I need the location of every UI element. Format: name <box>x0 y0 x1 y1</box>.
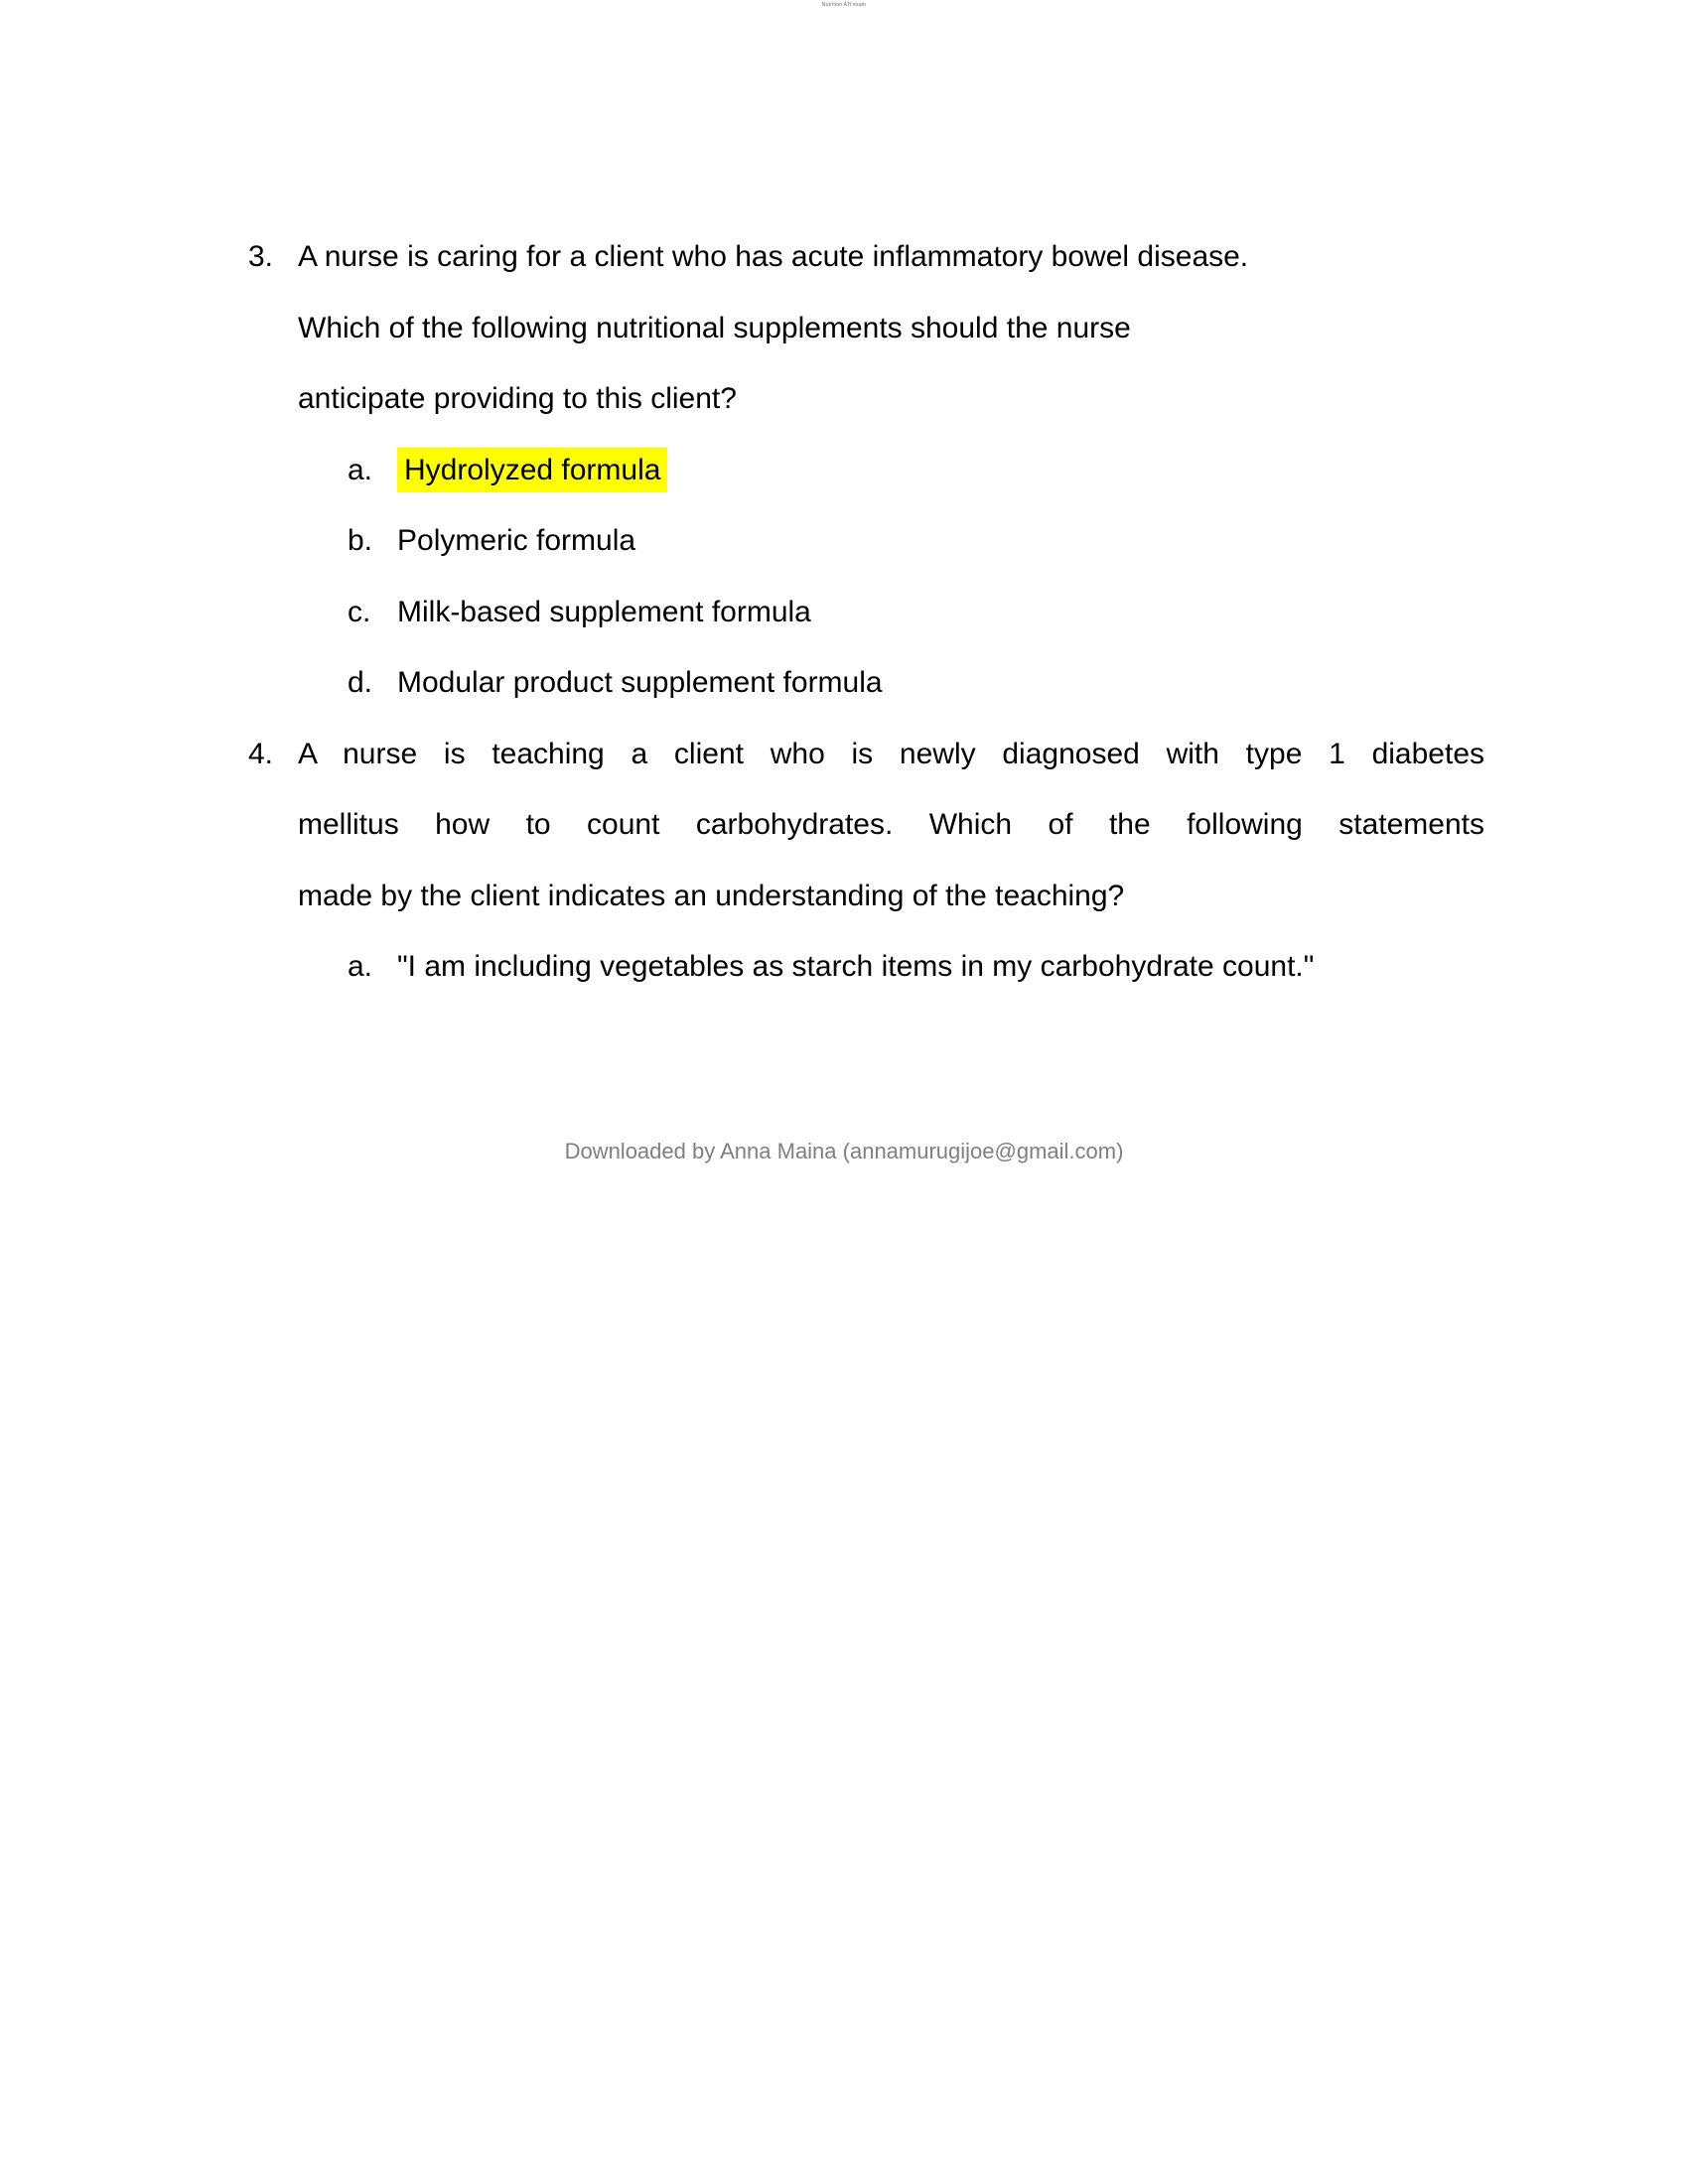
question-3-text-line-1: A nurse is caring for a client who has acute inflammatory bowel disease. <box>298 240 1249 273</box>
question-3-text-line-2: Which of the following nutritional supplements should the nurse <box>298 311 1131 344</box>
question-4-option-a-letter: a. <box>348 950 373 983</box>
question-3-line-1 <box>248 221 1484 293</box>
question-4-text-line-2: mellitus how to count carbohydrates. Which of the following statements <box>298 808 1484 841</box>
question-4-option-a-text: "I am including vegetables as starch items in my carbohydrate count." <box>397 950 1315 983</box>
question-3-option-a-answer-highlight: Hydrolyzed formula <box>397 448 667 492</box>
question-3-option-d-letter: d. <box>348 666 373 699</box>
downloaded-by-footer: Downloaded by Anna Maina (annamurugijoe@gmail.com) <box>564 1139 1124 1163</box>
question-3-option-c-text: Milk-based supplement formula <box>397 595 811 628</box>
question-4-line-1 <box>248 719 1484 790</box>
document-title-watermark: Nutrition ATI exam <box>821 2 867 8</box>
question-3-line-2 <box>248 293 1484 364</box>
question-3-option-a-letter: a. <box>348 453 373 486</box>
question-4-number: 4. <box>248 737 274 770</box>
question-3-option-d <box>248 647 1484 719</box>
question-3-number: 3. <box>248 240 274 273</box>
question-4-text-line-1: A nurse is teaching a client who is newly diagnosed with type 1 diabetes <box>298 737 1484 770</box>
question-4-line-3 <box>248 861 1484 932</box>
question-3-option-b-letter: b. <box>348 524 373 557</box>
question-4 <box>248 719 1484 1003</box>
question-4-option-a <box>248 931 1484 1003</box>
question-3 <box>248 221 1484 719</box>
question-3-option-b-text: Polymeric formula <box>397 524 636 557</box>
question-3-option-b <box>248 505 1484 577</box>
question-3-text-line-3: anticipate providing to this client? <box>298 382 737 415</box>
question-4-text-line-3: made by the client indicates an understanding of the teaching? <box>298 879 1125 912</box>
document-body <box>248 221 1484 1003</box>
question-3-option-c-letter: c. <box>348 595 371 628</box>
question-3-option-a <box>248 435 1484 506</box>
question-4-line-2 <box>248 789 1484 861</box>
question-3-option-d-text: Modular product supplement formula <box>397 666 883 699</box>
question-3-line-3 <box>248 363 1484 435</box>
question-3-option-c <box>248 577 1484 648</box>
